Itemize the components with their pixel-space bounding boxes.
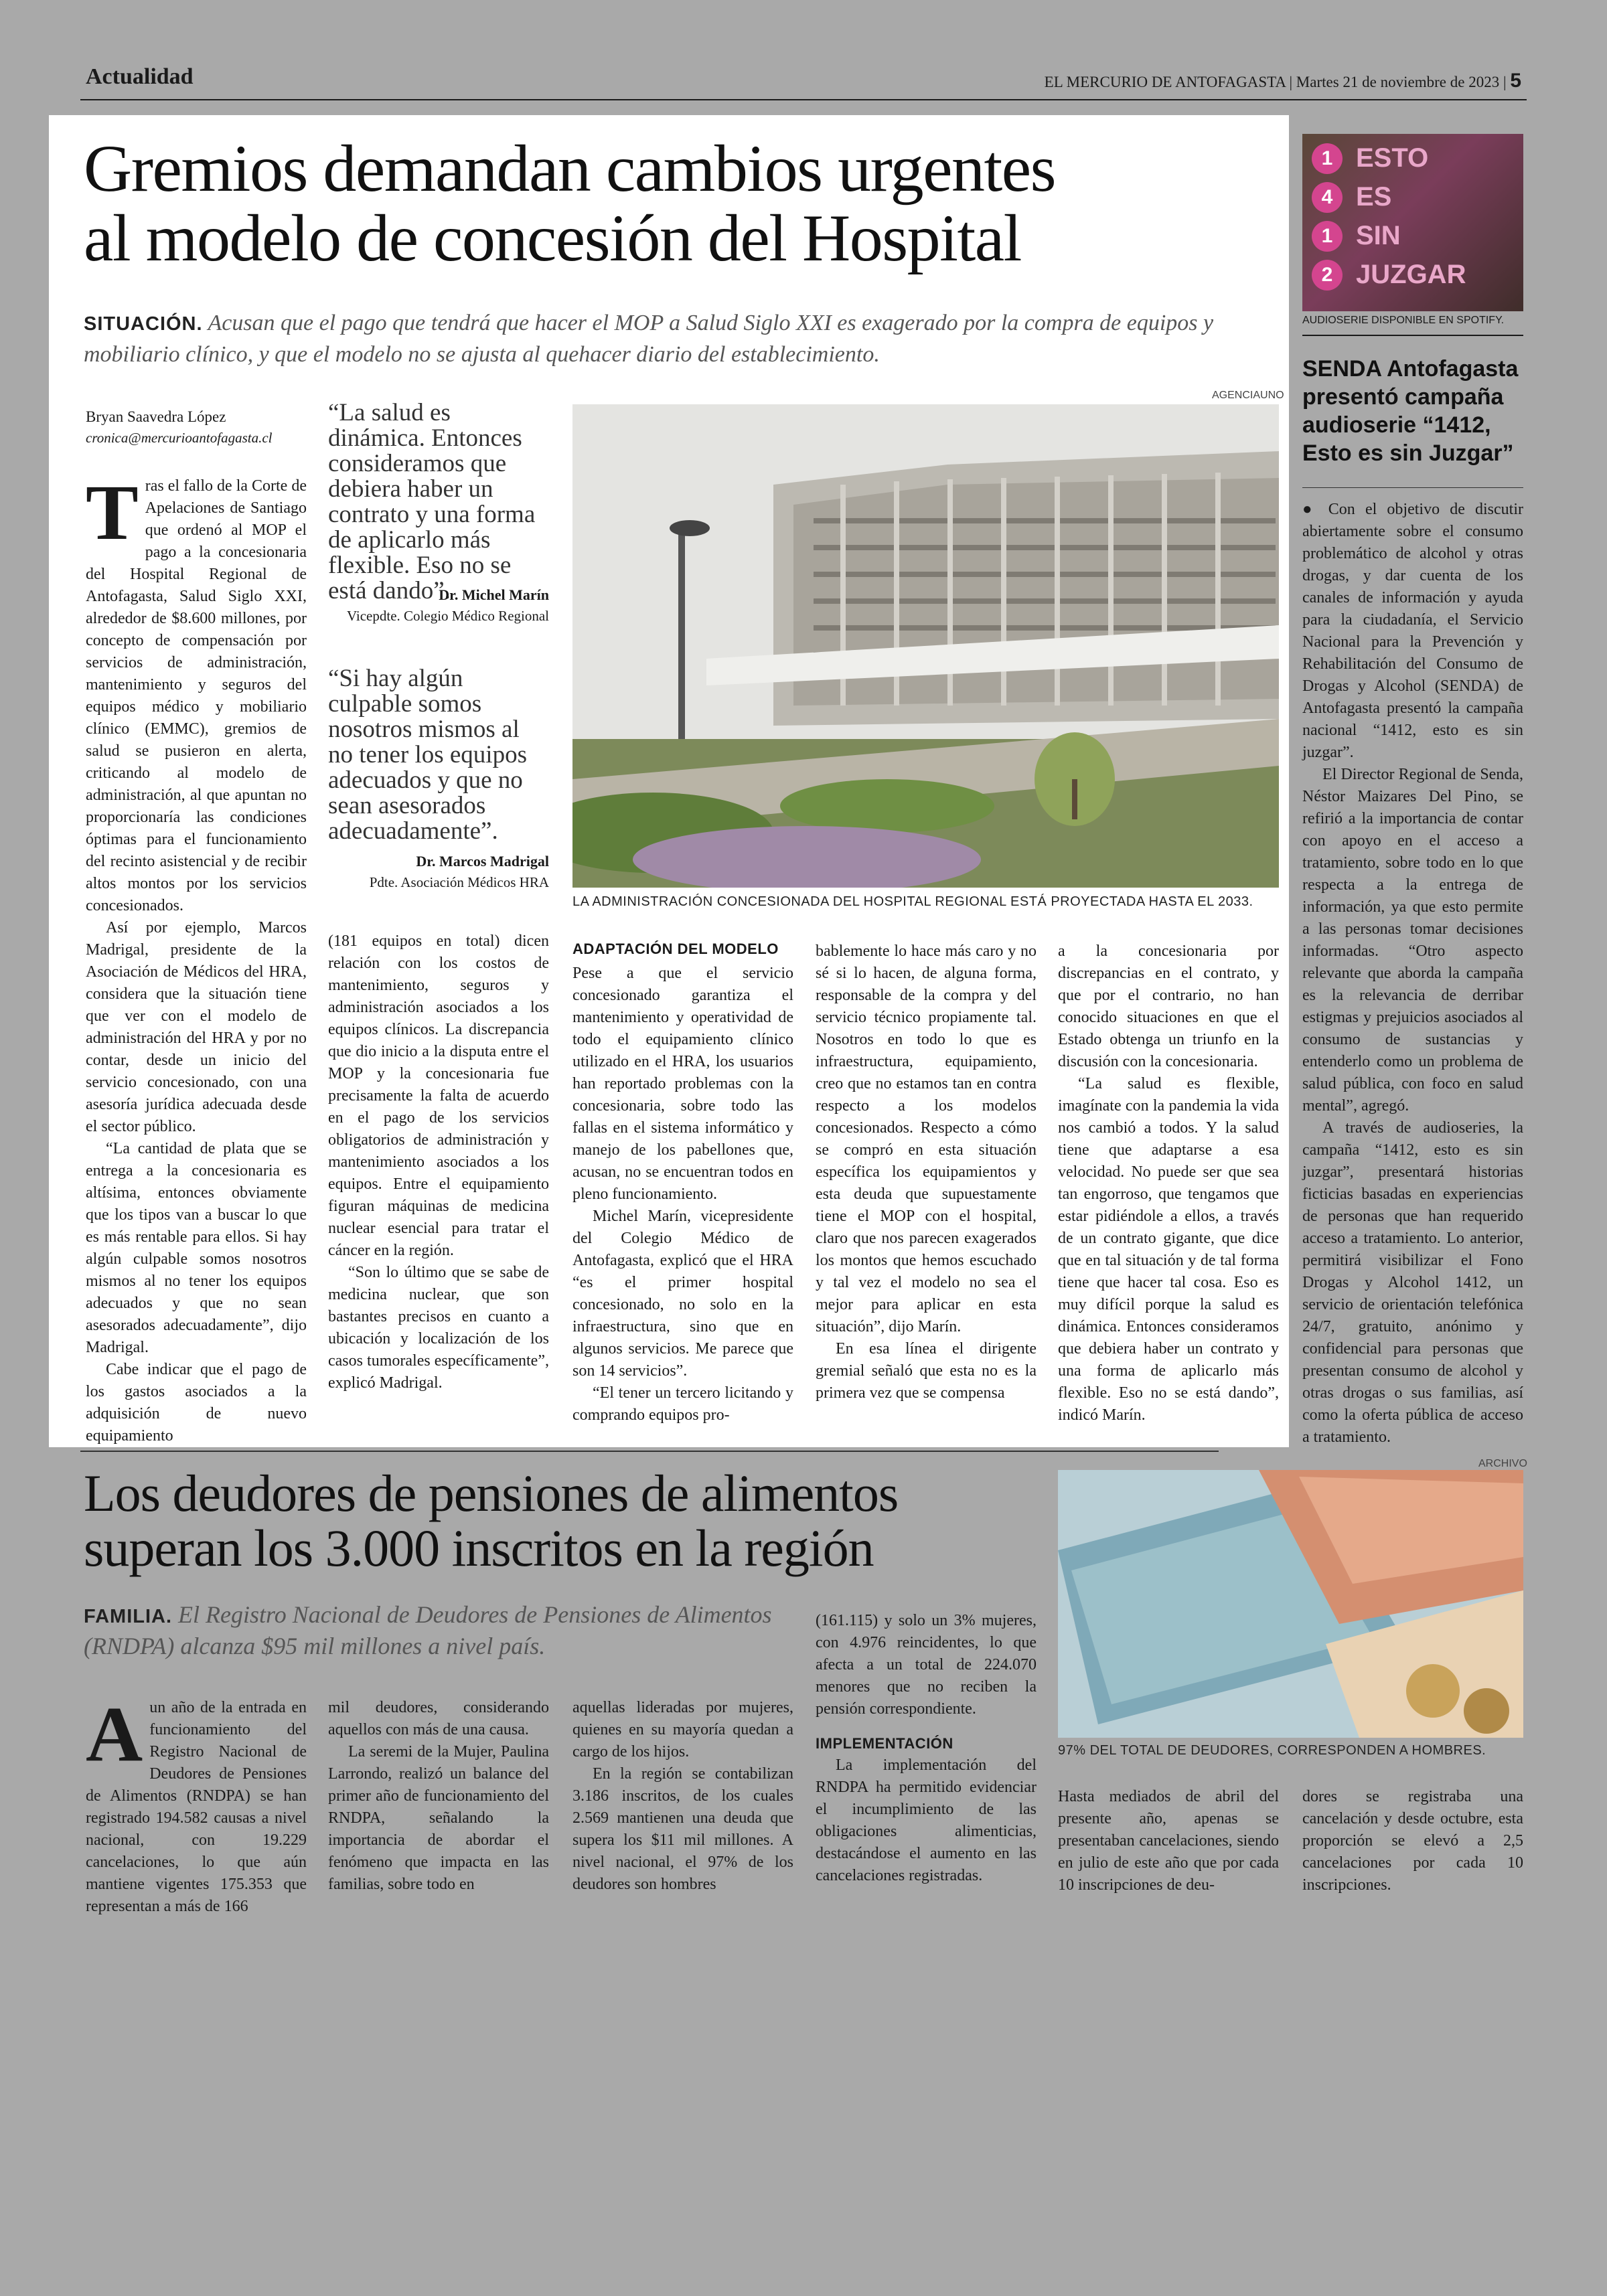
quote-1-author: Dr. Michel Marín <box>439 586 549 603</box>
masthead-info: EL MERCURIO DE ANTOFAGASTA | Martes 21 de noviembre de 2023 | 5 <box>1044 70 1521 92</box>
sidebar-title: SENDA Antofagasta presentó campaña audioserie “1412, Esto es sin Juzgar” <box>1302 356 1519 466</box>
dropcap: A <box>86 1690 143 1778</box>
paragraph: un año de la entrada en funcionamiento del Registro Nacional de Deudores de Pensiones de Alimentos (RNDPA) se han registrado 194.582 causas a nivel nacional, con 19.229 cancelaciones, lo que aún mantiene vigentes 175.353 que representan a más de 166 <box>86 1699 307 1915</box>
article1-column-4 <box>816 940 1037 1404</box>
byline-name: Bryan Saavedra López <box>86 408 226 425</box>
article1-column-2 <box>328 930 549 1394</box>
headline-line-1: Los deudores de pensiones de alimentos <box>84 1464 899 1522</box>
audioseries-promo-image <box>1302 134 1523 311</box>
paragraph: La implementación del RNDPA ha permitido evidenciar el incumplimiento de las obligaciones alimenticias, destacándose el aumento en las cancelaciones registradas. <box>816 1756 1037 1884</box>
article-separator <box>80 1451 1219 1452</box>
section-label: Actualidad <box>86 64 194 89</box>
lead-text: El Registro Nacional de Deudores de Pensiones de Alimentos (RNDPA) alcanza $95 mil millones a nivel país. <box>84 1601 772 1659</box>
paragraph: “La salud es flexible, imagínate con la pandemia la vida nos cambió a todos. Y la salud tiene que adaptarse a esa velocidad. No puede ser que sea tan engorroso, que tengamos que estar pidiéndole a ellos, a través de un contrato gigante, que dice que en tal situación y de tal forma tiene que hacer tal cosa. Eso es muy difícil porque la salud es dinámica. Entonces consideramos que debiera haber un contrato y una forma de aplicarlo más flexible. Eso no se está dando”, indicó Marín. <box>1058 1075 1279 1424</box>
paragraph: ras el fallo de la Corte de Apelaciones de Santiago que ordenó al MOP el pago a la concesionaria del Hospital Regional de Antofagasta, Salud Siglo XXI, alrededor de $8.600 millones, por concepto de compensación por servicios de administración, mantenimiento y seguros del equipos médico y mobiliario clínico (EMMC), gremios de salud se pusieron en alerta, criticando al modelo de administración, al que apuntan no proporcionaría las condiciones óptimas para el funcionamiento del recinto asistencial y de recibir altos montos por los servicios concesionados. <box>86 477 307 914</box>
subhead-implementation: IMPLEMENTACIÓN <box>816 1735 953 1752</box>
paragraph: Cabe indicar que el pago de los gastos asociados a la adquisición de nuevo equipamiento <box>86 1361 307 1445</box>
paragraph: La seremi de la Mujer, Paulina Larrondo, realizó un balance del primer año de funcionamiento del RNDPA, señalando la importancia de abordar el fenómeno que impacta en las familias, sobre todo en <box>328 1743 549 1893</box>
paragraph: “La cantidad de plata que se entrega a la concesionaria es altísima, entonces obviamente que los tipos van a buscar lo que es más rentable para ellos. Si hay algún culpable somos nosotros mismos al no tener los equipos adecuados y que no sean asesorados adecuadamente”, dijo Madrigal. <box>86 1140 307 1356</box>
lead-text: Acusan que el pago que tendrá que hacer el MOP a Salud Siglo XXI es exagerado por la compra de equipos y mobiliario clínico, y que el modelo no se ajusta al quehacer diario del establecimiento. <box>84 311 1214 367</box>
paragraph: En esa línea el dirigente gremial señaló que esta no es la primera vez que se compensa <box>816 1340 1037 1402</box>
paragraph: A través de audioseries, la campaña “1412, esto es sin juzgar”, presentará historias ficticias basadas en experiencias de personas que han requerido acceso a tratamiento. Lo anterior, permitirá visibilizar el Fono Drogas y Alcohol 1412, un servicio de orientación telefónica 24/7, gratuito, anónimo y confidencial para personas que presentan consumo de alcohol y otras drogas o sus familias, así como la oferta pública de acceso a tratamiento. <box>1302 1119 1523 1446</box>
article2-column-3 <box>572 1697 793 1896</box>
article1-lead <box>84 308 1269 370</box>
subhead-adaptation: ADAPTACIÓN DEL MODELO <box>572 940 779 957</box>
article2-column-6 <box>1302 1786 1523 1896</box>
article2-column-2 <box>328 1697 549 1896</box>
paragraph: “El tener un tercero licitando y comprando equipos pro- <box>572 1384 793 1424</box>
paragraph: “Son lo último que se sabe de medicina nuclear, que son bastantes precisos en cuanto a ubicación y localización de los casos tumorales específicamente”, explicó Madrigal. <box>328 1264 549 1392</box>
promo-word: ES <box>1356 182 1392 212</box>
paragraph-text: Con el objetivo de discutir abiertamente sobre el consumo problemático de alcohol y otras drogas, y dar cuenta de los canales de información y ayuda para la ciudadanía, el Servicio Nacional para la Prevención y Rehabilitación del Consumo de Drogas y Alcohol (SENDA) de Antofagasta presentó la campaña nacional “1412, esto es sin juzgar”. <box>1302 501 1524 761</box>
paragraph: Michel Marín, vicepresidente del Colegio Médico de Antofagasta, explicó que el HRA “es el primer hospital concesionado, no solo en la infraestructura, sino que en algunos servicios. Me parece que son 14 servicios”. <box>572 1208 793 1380</box>
newspaper-name: EL MERCURIO DE ANTOFAGASTA <box>1044 74 1286 90</box>
hospital-building-illustration <box>572 404 1279 888</box>
article1-column-3 <box>572 963 793 1426</box>
pull-quote-2: “Si hay algún culpable somos nosotros mismos al no tener los equipos adecuados y que no sean asesorados adecuadamente”. <box>328 665 527 845</box>
sidebar-body <box>1302 499 1523 1449</box>
article1-column-1 <box>86 469 307 1447</box>
photo-caption: LA ADMINISTRACIÓN CONCESIONADA DEL HOSPITAL REGIONAL ESTÁ PROYECTADA HASTA EL 2033. <box>572 894 1253 909</box>
page-number: 5 <box>1510 70 1521 92</box>
promo-number: 1 <box>1312 221 1343 252</box>
paragraph: bablemente lo hace más caro y no sé si lo hacen, de alguna forma, responsable de la compra y del servicio técnico propiamente tal. Nosotros en todo lo que es infraestructura, equipamiento, creo que no estamos tan en contra respecto a los modelos concesionados. Respecto a cómo se compró en esta situación específica los equipamientos y esta deuda que supuestamente tiene el MOP con el hospital, claro que nos parecen exagerados los montos que hemos escuchado y tal vez el modelo no sea el mejor para aplicar en esta situación”, dijo Marín. <box>816 942 1037 1335</box>
article2-headline <box>84 1466 1035 1576</box>
article2-column-4 <box>816 1610 1037 1887</box>
article2-column-1 <box>86 1690 307 1918</box>
photo-credit: ARCHIVO <box>1478 1458 1527 1469</box>
quote-1-role: Vicepdte. Colegio Médico Regional <box>347 608 549 624</box>
paragraph: dores se registraba una cancelación y desde octubre, esta proporción se elevó a 2,5 cancelaciones por cada 10 inscripciones. <box>1302 1788 1523 1894</box>
article2-column-5 <box>1058 1786 1279 1896</box>
quote-2-author: Dr. Marcos Madrigal <box>416 853 549 870</box>
paragraph: a la concesionaria por discrepancias en el contrato, y que por el contrario, no han conocido situaciones en que el Estado obtenga un triunfo en la discusión con la concesionaria. <box>1058 942 1279 1070</box>
paragraph: Pese a que el servicio concesionado garantiza el mantenimiento y operatividad de todo el equipamiento clínico utilizado en el HRA, los usuarios han reportado problemas con la concesionaria, sobre todo las fallas en el sistema informático y manejo de los pabellones que, acusan, no se encuentran todos en pleno funcionamiento. <box>572 965 793 1203</box>
photo-credit: AGENCIAUNO <box>1212 390 1284 401</box>
paragraph: En la región se contabilizan 3.186 inscritos, de los cuales 2.569 mantienen una deuda que supera los $11 mil millones. A nivel nacional, el 97% de los deudores son hombres <box>572 1765 793 1893</box>
photo-caption: 97% DEL TOTAL DE DEUDORES, CORRESPONDEN A HOMBRES. <box>1058 1743 1486 1758</box>
sidebar-rule-2 <box>1302 487 1523 488</box>
article2-lead <box>84 1600 787 1661</box>
paragraph <box>1302 499 1523 764</box>
bullet-icon: ● <box>1302 501 1328 518</box>
headline-line-2: superan los 3.000 inscritos en la región <box>84 1519 874 1577</box>
pull-quote-1: “La salud es dinámica. Entonces consideramos que debiera haber un contrato y una forma de aplicarlo más flexible. Eso no se está dando”. <box>328 399 536 604</box>
article1-column-5 <box>1058 940 1279 1426</box>
paragraph: El Director Regional de Senda, Néstor Maizares Del Pino, se refirió a la importancia de contar con apoyo en el acceso a tratamiento, sobre todo en lo que respecta a la entrega de información, ya que esto permite a las personas tomar decisiones informadas. “Otro aspecto relevante que aborda la campaña es la relevancia de derribar estigmas y prejuicios asociados al consumo de sustancias y entenderlo como un problema de salud pública, con foco en salud mental”, agregó. <box>1302 766 1523 1115</box>
paragraph: Así por ejemplo, Marcos Madrigal, presidente de la Asociación de Médicos del HRA, considera que la situación tiene que ver con el modelo de administración del HRA y por no contar, desde un inicio del servicio concesionado, con una asesoría jurídica adecuada desde el sector público. <box>86 919 307 1135</box>
paragraph: (161.115) y solo un 3% mujeres, con 4.976 reincidentes, lo que afecta a un total de 224.070 menores que no reciben la pensión correspondiente. <box>816 1612 1037 1718</box>
promo-caption: AUDIOSERIE DISPONIBLE EN SPOTIFY. <box>1302 315 1505 326</box>
hospital-photo <box>572 404 1279 888</box>
promo-number: 4 <box>1312 182 1343 213</box>
paragraph: Hasta mediados de abril del presente año, apenas se presentaban cancelaciones, siendo en julio de este año que por cada 10 inscripciones de deu- <box>1058 1788 1279 1894</box>
paragraph: mil deudores, considerando aquellos con más de una causa. <box>328 1699 549 1738</box>
sidebar-rule <box>1302 335 1523 336</box>
headline-line-1: Gremios demandan cambios urgentes <box>84 131 1056 206</box>
lead-keyword: FAMILIA. <box>84 1606 173 1627</box>
banknotes-illustration <box>1058 1470 1523 1738</box>
promo-word: JUZGAR <box>1356 260 1466 289</box>
article1-headline <box>84 131 1276 275</box>
headline-line-2: al modelo de concesión del Hospital <box>84 201 1021 275</box>
byline-email[interactable]: cronica@mercurioantofagasta.cl <box>86 430 273 446</box>
header-rule <box>80 99 1527 100</box>
promo-word: ESTO <box>1356 143 1429 173</box>
paragraph: (181 equipos en total) dicen relación con los costos de mantenimiento, seguros y administración asociados a los equipos clínicos. La discrepancia que dio inicio a la disputa entre el MOP y la concesionaria fue precisamente la falta de acuerdo en el pago de los servicios obligatorios de administración y mantenimiento asociados a los equipos. Entre el equipamiento figuran máquinas de medicina nuclear esencial para tratar el cáncer en la región. <box>328 932 549 1259</box>
promo-word: SIN <box>1356 221 1401 250</box>
dropcap: T <box>86 469 139 556</box>
paragraph: aquellas lideradas por mujeres, quienes en su mayoría quedan a cargo de los hijos. <box>572 1699 793 1760</box>
banknotes-photo <box>1058 1470 1523 1738</box>
promo-number: 2 <box>1312 260 1343 291</box>
lead-keyword: SITUACIÓN. <box>84 313 203 335</box>
quote-2-role: Pdte. Asociación Médicos HRA <box>369 874 549 890</box>
promo-number: 1 <box>1312 143 1343 174</box>
issue-date: Martes 21 de noviembre de 2023 <box>1296 74 1500 90</box>
